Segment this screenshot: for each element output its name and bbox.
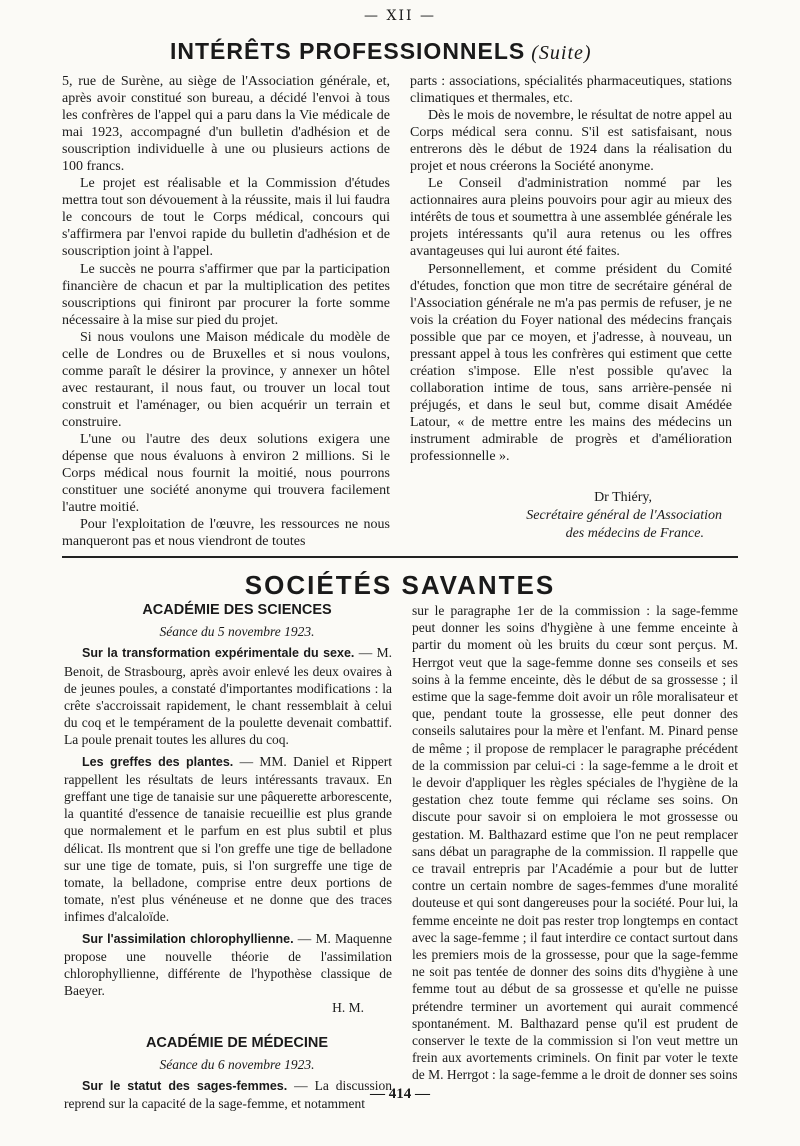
paragraph: sur le paragraphe 1er de la commission : la sage-femme peut donner les soins d'hygiène à une femme enceinte à partir du moment où les bruits du cœur sont perçus. M. Herrgot veut que la sage-femme donne ses conseils et ses soins à la femme enceinte, dès le début de sa grossesse ; il estime que la sage-femme doit avoir un rôle moralisateur et que, pendant toute la grossesse, elle peut donner des conseils salutaires pour la mère et l'enfant. M. Pinard pense de même ; il propose de remplacer le paragraphe précédent de la commission par celui-ci : la sage-femme a le droit et le devoir d'appliquer les règles spéciales de l'hygiène de la gestation chez toute femme qui réclame ses soins. On discute pour savoir si on emploiera le mot grossesse ou gestation. M. Balthazard estime que l'on ne peut remplacer sans débat un paragraphe de la commission. Il rappelle que ce travail entrepris par l'Académie a pour but de lutter contre un certain nombre de sages-femmes d'une moralité douteuse et qui sont dangereuses pour la société. Pour lui, la femme enceinte ne doit pas rester trop longtemps en contact avec la sage-femme ; il faut interdire ce contact surtout dans les premiers mois de la grossesse, pour que la sage-femme ne soit pas tentée de donner des soins dits d'hygiène à une femme tout au début de sa grossesse et qu'elle ne puisse prétendre terminer un avortement qui aurait commencé spontanément. M. Balthazard pense qu'il est prudent de conserver le texte de la commission si l'on veut mettre un frein aux avortements criminels. On finit par voter le texte de M. Herrgot : la sage-femme a le droit de donner ses soins [412,603,738,1083]
paragraph: parts : associations, spécialités pharmaceutiques, stations climatiques et thermales, etc. [410,74,732,107]
societes-column-1 [64,602,392,1116]
paragraph: Si nous voulons une Maison médicale du modèle de celle de Londres ou de Bruxelles et si nous voulons, comme paraît le désirer la province, y annexer un hôtel avec restaurant, il nous faut, ou trouver un local tout construit et l'aménager, ou bien acquérir un terrain et construire. [62,329,390,430]
page-roman-numeral: — XII — [364,8,436,24]
section-title-interets [170,38,630,65]
paragraph: Personnellement, et comme président du Comité d'études, fonction que mon titre de secrétaire général de l'Association générale ne m'a pas permis de refuser, je ne vois la création du Foyer national des médecins français possible que par ce moyen, et j'adresse, à nouveau, un pressant appel à tous les confrères qui estiment que cette création s'impose. Elle n'est possible qu'avec la collaboration intime de tous, sans arrière-pensée ni préjugés, et dans le seul but, comme disait Amédée Latour, « de mettre entre les mains des médecins un instrument admirable de progrès et d'amélioration professionnelle ». [410,261,732,465]
paragraph: Le succès ne pourra s'affirmer que par la participation financière de chacun et par la multiplication des petites souscriptions qui finiront par procurer la forte somme nécessaire à la mise sur pied du projet. [62,261,390,328]
section-title-text: INTÉRÊTS PROFESSIONNELS [170,38,526,64]
signature-org: des médecins de France. [565,526,704,541]
article-item [64,930,392,1000]
seance-date: Séance du 6 novembre 1923. [159,1056,315,1072]
paragraph: Dès le mois de novembre, le résultat de notre appel au Corps médical sera connu. S'il est satisfaisant, nous entrerons dès le début de 1924 dans la réalisation du projet et nous créerons la Société anonyme. [410,108,732,175]
section-title-suffix: (Suite) [531,42,592,64]
paragraph: Pour l'exploitation de l'œuvre, les ressources ne nous manqueront pas et nous viendront de toutes [62,517,390,550]
article-rubric: Sur la transformation expérimentale du sexe. [82,646,355,661]
article-text: — M. Benoit, de Strasbourg, après avoir enlevé les deux ovaires à de jeunes poules, a constaté d'importantes modifications : la crête s'accroissait rapidement, le chant ressemblait à celui du coq et le tempérament de la poulette devenait combattif. La poule prenait toutes les allures du coq. [64,645,392,748]
interets-column-1 [62,73,390,550]
signature-title: Secrétaire général de l'Association [526,508,722,523]
article-rubric: Sur l'assimilation chlorophyllienne. [82,931,294,946]
section-title-societes: SOCIÉTÉS SAVANTES [244,570,556,600]
article-text: — MM. Daniel et Rippert rappellent les résultats de leurs intéressants travaux. En greffant une tige de tanaisie sur une pâquerette arborescente, la quantité d'essence de tanaisie recueillie est plus grande que normalement et le parfum en est plus subtil et plus délicat. Ils montrent que si l'on greffe une tige de belladone sur une tige de tomate, puis, si l'on surgreffe une tige de tomate, la belladone, comprise entre deux portions de tomate, n'est plus vénéneuse et ne donne que des traces infimes d'alcaloïde. [64,753,392,925]
paragraph: L'une ou l'autre des deux solutions exigera une dépense que nous évaluons à environ 2 millions. Si le Corps médical nous fournit la moitié, nous pourrons constituer une société anonyme qui trouvera facilement l'autre moitié. [62,431,390,516]
interets-column-2 [410,73,732,465]
article-rubric: Les greffes des plantes. [82,754,234,769]
academie-medecine-heading: ACADÉMIE DE MÉDECINE [145,1034,329,1051]
article-item [64,753,392,926]
section-divider [62,556,738,558]
article-text: — M. Maquenne propose une nouvelle théorie de l'assimilation chlorophyllienne, différente de l'hypothèse classique de Baeyer. [64,930,393,999]
signature-block [410,489,732,543]
page-number: — 414 — [370,1086,430,1102]
seance-date: Séance du 5 novembre 1923. [159,624,315,640]
signature-name: Dr Thiéry, [594,490,652,505]
paragraph: Le projet est réalisable et la Commission d'études mettra tout son dévouement à la réussite, mais il lui faudra le concours de tout le Corps médical, concours qui s'affirmera par l'envoi rapide du bulletin d'adhésion et de souscription joint à l'appel. [62,176,390,260]
societes-column-2 [412,602,738,1084]
article-item [64,644,392,748]
article-text: — La discussion reprend sur la capacité de la sage-femme, et notamment [64,1078,392,1112]
paragraph: 5, rue de Surène, au siège de l'Association générale, et, après avoir constitué son bureau, a décidé l'envoi à tous les confrères de l'appel qui a paru dans la Vie médicale de mai 1923, accompagné d'un bulletin d'adhésion et de souscription individuelle à une ou plusieurs actions de 100 francs. [62,74,390,175]
author-initials: H. M. [332,1000,364,1016]
paragraph: Le Conseil d'administration nommé par les actionnaires aura pleins pouvoirs pour agir au mieux des intérêts de tous et soumettra à une assemblée générale les projets intéressants qu'il aura retenus ou les offres avantageuses qui lui auront été faites. [410,176,732,260]
academie-sciences-heading: ACADÉMIE DES SCIENCES [142,602,332,618]
article-rubric: Sur le statut des sages-femmes. [82,1079,288,1094]
